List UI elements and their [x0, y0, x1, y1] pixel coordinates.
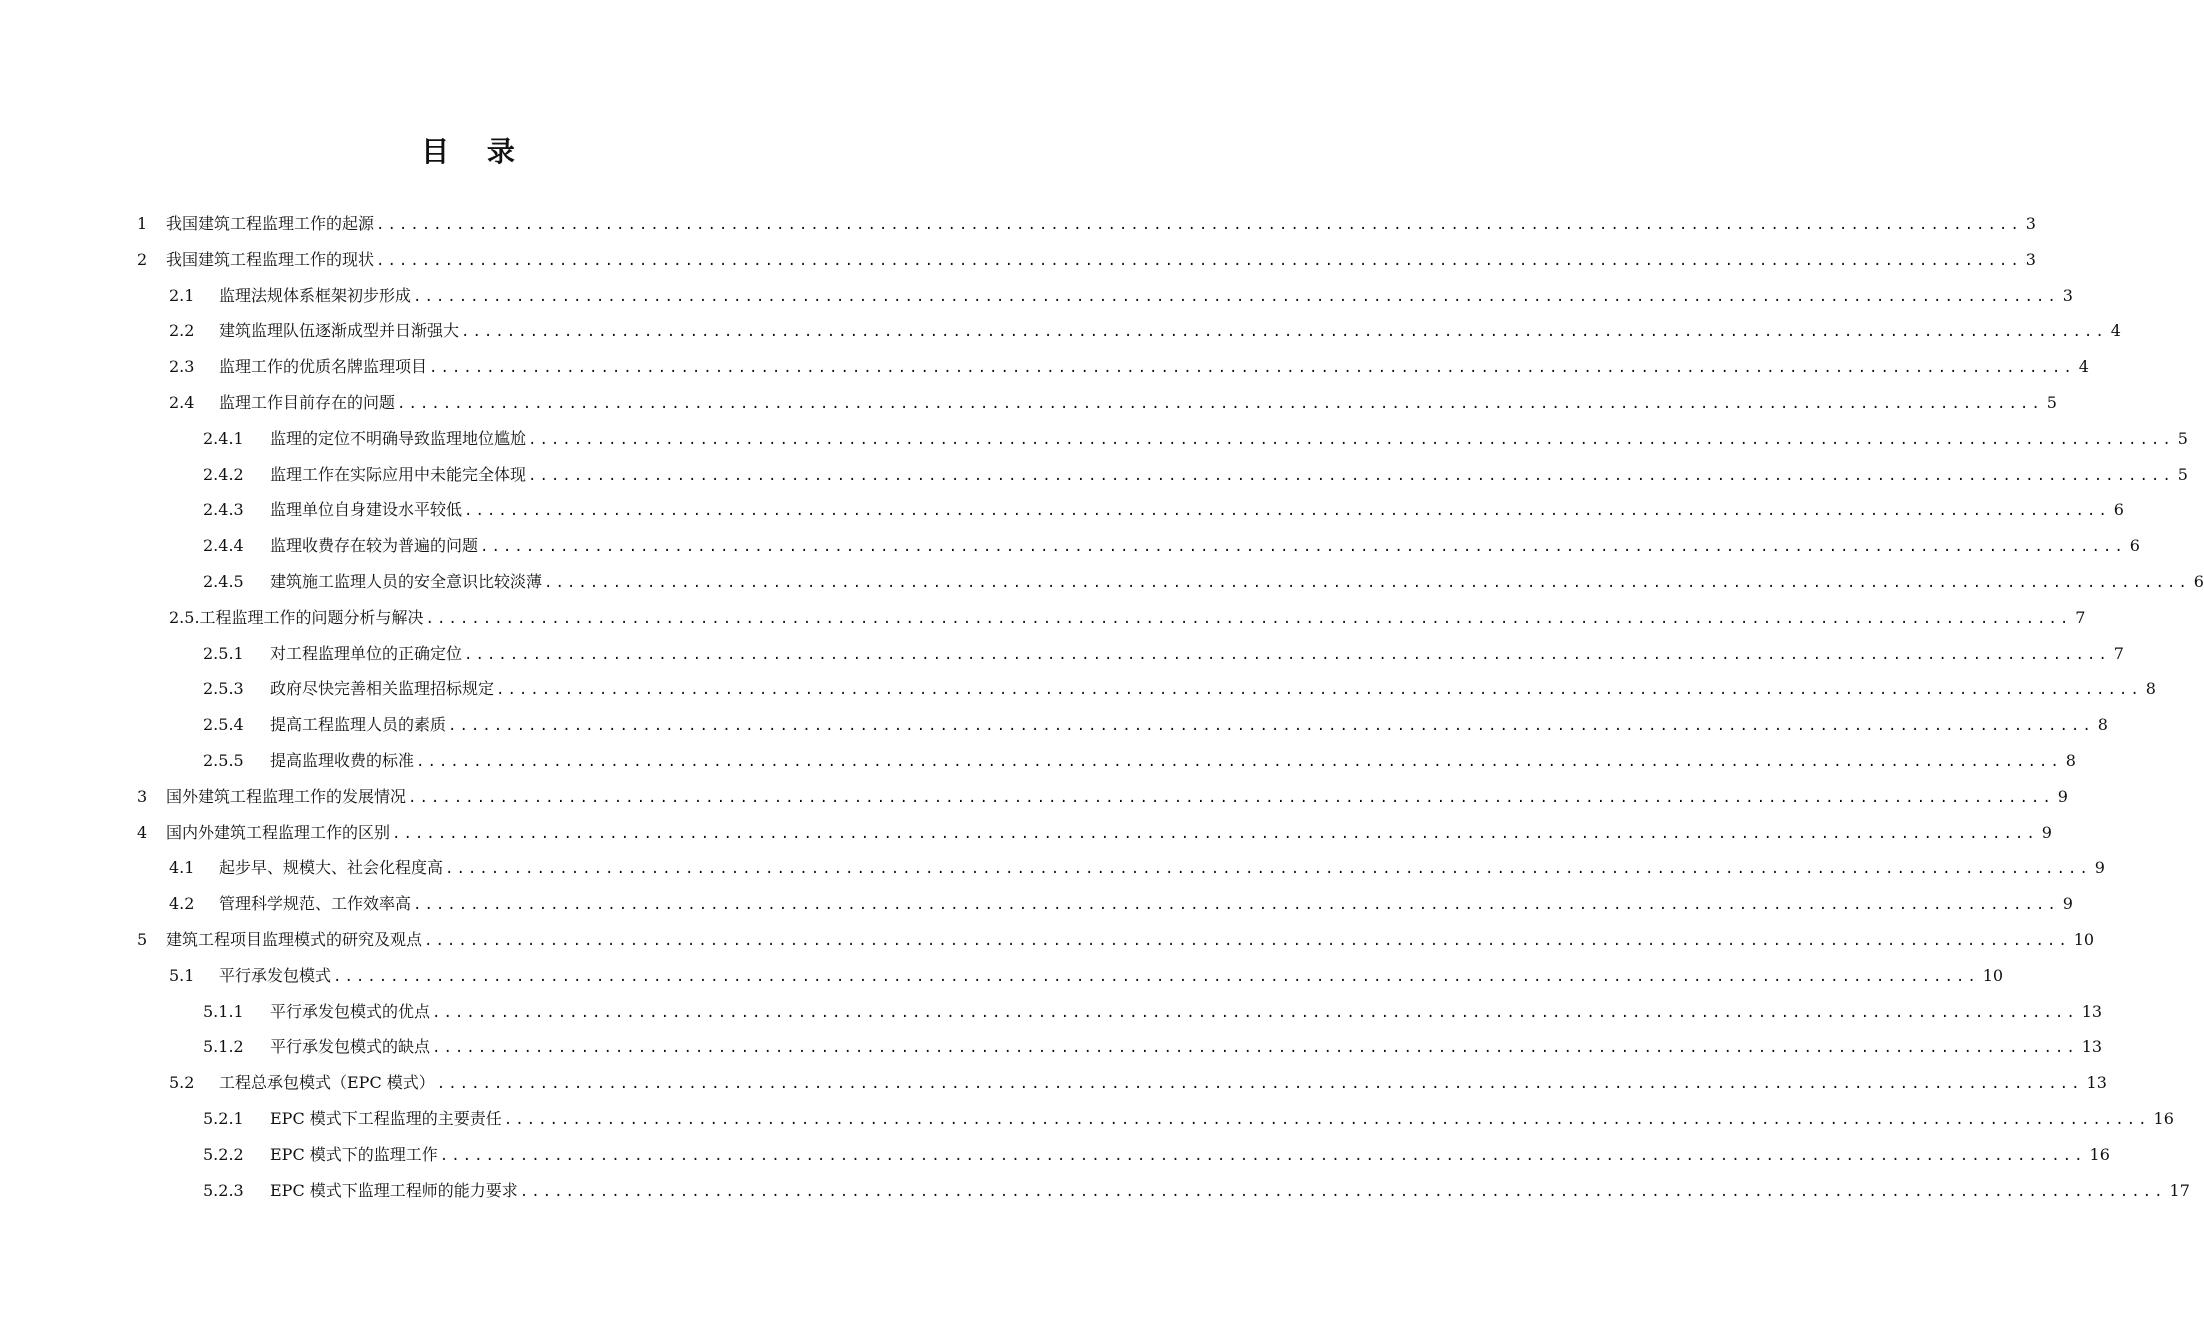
toc-entry-title: 国外建筑工程监理工作的发展情况 [166, 786, 407, 806]
toc-entry-title: 监理单位自身建设水平较低 [270, 500, 463, 520]
toc-entry-number: 5.2.3 [203, 1180, 244, 1200]
toc-entry[interactable] [137, 822, 2052, 845]
toc-entry-title: 监理的定位不明确导致监理地位尴尬 [270, 428, 527, 448]
toc-entry-title: 我国建筑工程监理工作的现状 [166, 249, 375, 269]
toc-entry[interactable] [203, 1001, 2103, 1024]
toc-entry-title: 提高监理收费的标准 [270, 751, 415, 770]
toc-dot-leader [494, 679, 2142, 701]
toc-entry[interactable] [137, 929, 2095, 952]
toc-entry-title: 国内外建筑工程监理工作的区别 [166, 822, 391, 842]
toc-dot-leader [462, 500, 2110, 522]
toc-dot-leader [406, 787, 2054, 809]
toc-dot-leader [424, 608, 2072, 630]
toc-entry-number: 2.3 [169, 357, 195, 377]
toc-entry-title: 监理收费存在较为普遍的问题 [270, 536, 479, 556]
toc-entry-page: 9 [2041, 822, 2052, 842]
toc-entry-number: 2.5.5 [203, 751, 244, 770]
toc-dot-leader [427, 357, 2075, 379]
toc-entry-number: 2.5.4 [203, 715, 244, 735]
toc-dot-leader [459, 321, 2107, 343]
toc-entry-page: 3 [2062, 285, 2073, 305]
toc-entry-title: 起步早、规模大、社会化程度高 [219, 858, 444, 878]
toc-dot-leader [331, 966, 1979, 988]
toc-entry[interactable] [203, 1108, 2174, 1131]
toc-entry-title: 提高工程监理人员的素质 [270, 715, 447, 735]
toc-entry-title: 建筑监理队伍逐渐成型并日渐强大 [219, 321, 460, 341]
toc-entry-number: 3 [137, 786, 148, 806]
toc-entry-number: 2.5.1 [203, 643, 244, 663]
toc-entry-title: EPC 模式下监理工程师的能力要求 [270, 1180, 518, 1200]
toc-entry-title: 政府尽快完善相关监理招标规定 [270, 679, 495, 699]
toc-entry-title: EPC 模式下工程监理的主要责任 [270, 1109, 502, 1128]
toc-entry-title: 我国建筑工程监理工作的起源 [166, 214, 375, 233]
toc-title: 目 录 [421, 135, 529, 168]
toc-dot-leader [542, 572, 2190, 594]
toc-dot-leader [446, 715, 2094, 737]
toc-entry-page: 6 [2113, 500, 2124, 520]
toc-entry[interactable] [169, 965, 2004, 988]
toc-entry[interactable] [137, 786, 2068, 809]
toc-dot-leader [518, 1181, 2166, 1203]
toc-dot-leader [478, 536, 2126, 558]
toc-dot-leader [502, 1109, 2150, 1131]
toc-dot-leader [430, 1002, 2078, 1024]
toc-dot-leader [435, 1073, 2083, 1095]
toc-entry-page: 8 [2065, 751, 2076, 770]
toc-entry-number: 5 [137, 930, 148, 949]
toc-entry-number: 2.5. [169, 607, 200, 627]
toc-entry-page: 9 [2057, 786, 2068, 806]
toc-entry-page: 5 [2046, 393, 2057, 412]
toc-entry-number: 2.4.4 [203, 536, 244, 556]
toc-entry-page: 7 [2075, 607, 2086, 627]
toc-entry-title: 平行承发包模式的优点 [270, 1001, 431, 1021]
toc-entry-page: 3 [2025, 249, 2036, 269]
toc-entry-page: 10 [1982, 965, 2004, 985]
toc-entry-title: 建筑工程项目监理模式的研究及观点 [166, 930, 423, 949]
toc-entry-page: 16 [2153, 1109, 2174, 1128]
toc-entry[interactable] [169, 320, 2121, 343]
toc-entry-number: 2.4.5 [203, 572, 244, 591]
toc-entry-title: 平行承发包模式 [219, 965, 332, 985]
toc-dot-leader [443, 858, 2091, 880]
toc-entry-page: 4 [2078, 357, 2089, 377]
toc-entry-page: 13 [2081, 1037, 2103, 1057]
toc-entry-page: 17 [2169, 1180, 2190, 1200]
toc-entry[interactable] [203, 643, 2124, 666]
toc-dot-leader [462, 644, 2110, 666]
toc-entry[interactable] [203, 428, 2188, 451]
toc-dot-leader [411, 894, 2059, 916]
toc-entry-page: 10 [2073, 930, 2095, 949]
toc-entry-page: 6 [2129, 536, 2140, 556]
toc-entry-page: 9 [2094, 858, 2105, 878]
toc-entry-title: 工程总承包模式（EPC 模式） [219, 1073, 435, 1093]
toc-entry[interactable] [169, 607, 2086, 630]
toc-entry-number: 2.4.3 [203, 500, 244, 520]
toc-entry-number: 1 [137, 214, 148, 233]
toc-entry-number: 5.1 [169, 965, 195, 985]
toc-entry-number: 2.4.2 [203, 464, 244, 484]
toc-dot-leader [526, 465, 2174, 487]
toc-dot-leader [414, 751, 2062, 773]
toc-entry-number: 5.2.2 [203, 1144, 244, 1164]
toc-entry-page: 8 [2097, 715, 2108, 735]
toc-entry-page: 13 [2086, 1073, 2107, 1093]
toc-dot-leader [526, 429, 2174, 451]
toc-entry-number: 2.2 [169, 321, 195, 341]
toc-entry-title: 监理工作的优质名牌监理项目 [219, 357, 428, 377]
toc-entry-number: 5.2 [169, 1073, 195, 1093]
toc-entry-title: 平行承发包模式的缺点 [270, 1037, 431, 1057]
toc-entry-title: 工程监理工作的问题分析与解决 [199, 607, 424, 627]
toc-entry-title: 监理法规体系框架初步形成 [219, 285, 412, 305]
toc-entry-title: 监理工作在实际应用中未能完全体现 [270, 464, 527, 484]
toc-entry-title: 对工程监理单位的正确定位 [270, 643, 463, 663]
toc-entry-number: 2.5.3 [203, 679, 244, 699]
toc-entry[interactable] [169, 392, 2057, 415]
toc-entry[interactable] [169, 893, 2073, 916]
toc-entry[interactable] [203, 1144, 2110, 1167]
toc-entry-title: 监理工作目前存在的问题 [219, 393, 396, 412]
toc-entry[interactable] [137, 213, 2036, 236]
toc-entry-title: 建筑施工监理人员的安全意识比较淡薄 [270, 572, 543, 591]
toc-entry-page: 5 [2177, 428, 2188, 448]
toc-entry-number: 2.4 [169, 393, 195, 412]
toc-entry[interactable] [169, 857, 2105, 880]
toc-entry-page: 6 [2193, 572, 2204, 591]
toc-entry[interactable] [137, 249, 2036, 272]
toc-entry-page: 16 [2089, 1144, 2110, 1164]
toc-entry-title: 管理科学规范、工作效率高 [219, 894, 412, 914]
toc-entry-number: 5.2.1 [203, 1109, 244, 1128]
toc-entry-title: EPC 模式下的监理工作 [270, 1144, 438, 1164]
toc-entry-page: 4 [2110, 321, 2121, 341]
toc-entry-page: 13 [2081, 1001, 2103, 1021]
toc-dot-leader [374, 214, 2022, 236]
toc-entry-number: 5.1.2 [203, 1037, 244, 1057]
toc-entry[interactable] [169, 1072, 2107, 1095]
toc-entry-number: 2.1 [169, 285, 195, 305]
toc-entry[interactable] [203, 714, 2108, 737]
toc-entry[interactable] [203, 1036, 2103, 1059]
toc-entry[interactable] [203, 464, 2188, 487]
toc-entry-page: 3 [2025, 214, 2036, 233]
toc-dot-leader [430, 1037, 2078, 1059]
toc-entry[interactable] [203, 571, 2204, 594]
toc-entry[interactable] [203, 499, 2124, 522]
toc-entry-number: 2.4.1 [203, 428, 244, 448]
toc-entry-number: 5.1.1 [203, 1001, 244, 1021]
toc-entry-page: 7 [2113, 643, 2124, 663]
toc-entry[interactable] [203, 1180, 2190, 1203]
toc-dot-leader [395, 393, 2043, 415]
toc-entry-number: 4.2 [169, 894, 195, 914]
toc-entry-number: 2 [137, 249, 148, 269]
toc-dot-leader [422, 930, 2070, 952]
toc-dot-leader [374, 250, 2022, 272]
toc-entry-number: 4.1 [169, 858, 195, 878]
toc-dot-leader [390, 823, 2038, 845]
toc-entry-page: 5 [2177, 464, 2188, 484]
toc-entry[interactable] [169, 285, 2073, 308]
toc-entry[interactable] [169, 356, 2089, 379]
toc-dot-leader [411, 286, 2059, 308]
toc-entry[interactable] [203, 535, 2140, 558]
toc-dot-leader [438, 1145, 2086, 1167]
toc-entry[interactable] [203, 750, 2076, 773]
toc-entry-page: 8 [2145, 679, 2156, 699]
toc-entry-number: 4 [137, 822, 148, 842]
toc-entry-page: 9 [2062, 894, 2073, 914]
toc-entry[interactable] [203, 678, 2156, 701]
